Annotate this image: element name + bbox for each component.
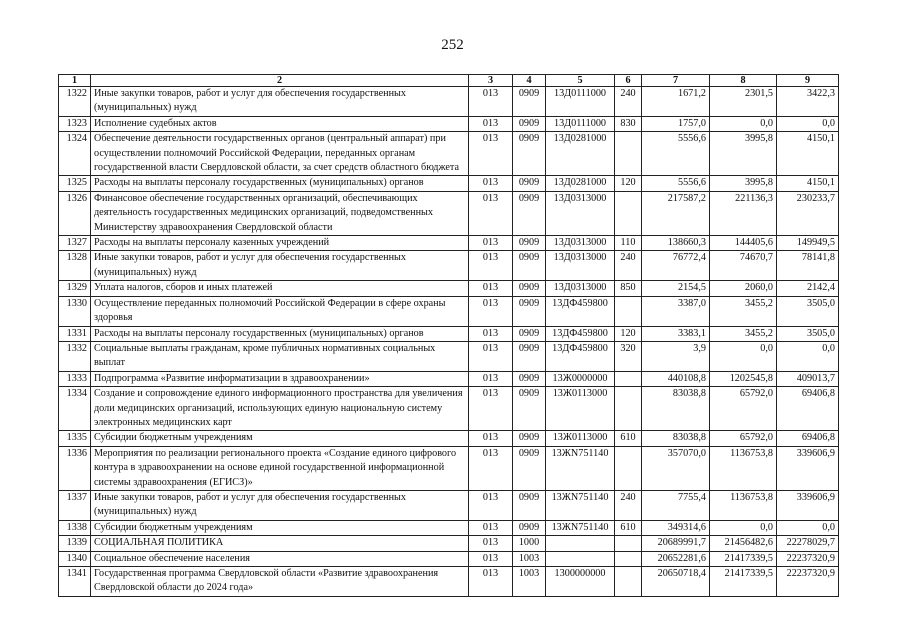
amount-2022: 4150,1 [777, 132, 839, 176]
code-section: 1003 [513, 567, 546, 597]
table-row [59, 341, 839, 371]
code-expense-type [615, 191, 642, 235]
code-target: 13ДФ459800 [546, 296, 615, 326]
amount-2022: 22237320,9 [777, 551, 839, 566]
amount-2020: 1757,0 [642, 116, 710, 131]
amount-2021: 3995,8 [710, 176, 777, 191]
table-row [59, 296, 839, 326]
row-number: 1327 [59, 236, 91, 251]
amount-2022: 230233,7 [777, 191, 839, 235]
code-section: 0909 [513, 132, 546, 176]
row-name: Подпрограмма «Развитие информатизации в здравоохранении» [91, 371, 469, 386]
col-header: 9 [777, 75, 839, 87]
budget-table [58, 74, 839, 597]
code-expense-type [615, 371, 642, 386]
amount-2021: 3995,8 [710, 132, 777, 176]
table-row [59, 251, 839, 281]
code-admin: 013 [469, 132, 513, 176]
table-row [59, 326, 839, 341]
amount-2022: 3422,3 [777, 87, 839, 117]
row-name: Расходы на выплаты персоналу казенных учреждений [91, 236, 469, 251]
code-admin: 013 [469, 116, 513, 131]
code-section: 1000 [513, 536, 546, 551]
code-target: 13Ж0000000 [546, 371, 615, 386]
code-target: 13ЖN751140 [546, 520, 615, 535]
row-number: 1322 [59, 87, 91, 117]
amount-2021: 2060,0 [710, 281, 777, 296]
row-number: 1330 [59, 296, 91, 326]
table-row [59, 116, 839, 131]
row-name: Иные закупки товаров, работ и услуг для обеспечения государственных (муниципальных) нужд [91, 490, 469, 520]
row-number: 1337 [59, 490, 91, 520]
row-name: Субсидии бюджетным учреждениям [91, 520, 469, 535]
code-expense-type [615, 567, 642, 597]
row-name: Уплата налогов, сборов и иных платежей [91, 281, 469, 296]
code-admin: 013 [469, 341, 513, 371]
code-target: 1300000000 [546, 567, 615, 597]
code-target: 13Д0111000 [546, 87, 615, 117]
code-section: 0909 [513, 87, 546, 117]
amount-2021: 0,0 [710, 341, 777, 371]
row-number: 1331 [59, 326, 91, 341]
amount-2020: 349314,6 [642, 520, 710, 535]
code-section: 0909 [513, 281, 546, 296]
row-number: 1335 [59, 431, 91, 446]
row-name: Расходы на выплаты персоналу государственных (муниципальных) органов [91, 176, 469, 191]
amount-2022: 22237320,9 [777, 567, 839, 597]
amount-2022: 78141,8 [777, 251, 839, 281]
code-section: 0909 [513, 520, 546, 535]
row-number: 1339 [59, 536, 91, 551]
row-name: Создание и сопровождение единого информационного пространства для увеличения доли медицинских организаций, использующих единую национальную систему электронных медицинских карт [91, 387, 469, 431]
code-expense-type: 240 [615, 490, 642, 520]
amount-2021: 0,0 [710, 116, 777, 131]
code-expense-type [615, 296, 642, 326]
page-number: 252 [441, 37, 464, 53]
code-expense-type [615, 551, 642, 566]
code-target: 13Д0313000 [546, 191, 615, 235]
col-header: 8 [710, 75, 777, 87]
amount-2020: 217587,2 [642, 191, 710, 235]
row-name: Исполнение судебных актов [91, 116, 469, 131]
row-name: СОЦИАЛЬНАЯ ПОЛИТИКА [91, 536, 469, 551]
code-expense-type: 240 [615, 251, 642, 281]
code-admin: 013 [469, 296, 513, 326]
col-header: 4 [513, 75, 546, 87]
code-admin: 013 [469, 551, 513, 566]
row-number: 1336 [59, 446, 91, 490]
amount-2021: 21417339,5 [710, 551, 777, 566]
code-admin: 013 [469, 281, 513, 296]
amount-2020: 76772,4 [642, 251, 710, 281]
code-expense-type: 240 [615, 87, 642, 117]
code-expense-type [615, 446, 642, 490]
row-name: Мероприятия по реализации регионального проекта «Создание единого цифрового контура в здравоохранении на основе единой государственной информационной системы здравоохранения (ЕГИСЗ)» [91, 446, 469, 490]
row-name: Социальные выплаты гражданам, кроме публичных нормативных социальных выплат [91, 341, 469, 371]
table-row [59, 191, 839, 235]
amount-2020: 1671,2 [642, 87, 710, 117]
code-section: 0909 [513, 341, 546, 371]
code-admin: 013 [469, 536, 513, 551]
code-admin: 013 [469, 490, 513, 520]
row-number: 1338 [59, 520, 91, 535]
code-section: 0909 [513, 236, 546, 251]
amount-2022: 409013,7 [777, 371, 839, 386]
row-number: 1340 [59, 551, 91, 566]
row-number: 1324 [59, 132, 91, 176]
code-target: 13Д0313000 [546, 281, 615, 296]
amount-2021: 21417339,5 [710, 567, 777, 597]
amount-2020: 440108,8 [642, 371, 710, 386]
table-row [59, 371, 839, 386]
amount-2021: 221136,3 [710, 191, 777, 235]
code-section: 0909 [513, 251, 546, 281]
amount-2020: 357070,0 [642, 446, 710, 490]
amount-2021: 3455,2 [710, 326, 777, 341]
code-admin: 013 [469, 176, 513, 191]
table-row [59, 551, 839, 566]
amount-2021: 21456482,6 [710, 536, 777, 551]
table-row [59, 176, 839, 191]
row-number: 1329 [59, 281, 91, 296]
code-section: 0909 [513, 191, 546, 235]
table-row [59, 536, 839, 551]
code-section: 0909 [513, 296, 546, 326]
amount-2022: 22278029,7 [777, 536, 839, 551]
code-admin: 013 [469, 251, 513, 281]
code-target: 13Д0281000 [546, 176, 615, 191]
table-row [59, 567, 839, 597]
amount-2020: 20650718,4 [642, 567, 710, 597]
amount-2020: 3387,0 [642, 296, 710, 326]
amount-2022: 149949,5 [777, 236, 839, 251]
row-number: 1341 [59, 567, 91, 597]
code-target: 13Д0111000 [546, 116, 615, 131]
code-admin: 013 [469, 431, 513, 446]
table-row [59, 132, 839, 176]
row-number: 1333 [59, 371, 91, 386]
row-number: 1323 [59, 116, 91, 131]
code-expense-type [615, 387, 642, 431]
amount-2020: 3,9 [642, 341, 710, 371]
row-number: 1334 [59, 387, 91, 431]
code-section: 0909 [513, 326, 546, 341]
code-section: 0909 [513, 371, 546, 386]
table-row [59, 87, 839, 117]
amount-2021: 1136753,8 [710, 446, 777, 490]
code-expense-type: 610 [615, 431, 642, 446]
code-target: 13Д0313000 [546, 251, 615, 281]
code-admin: 013 [469, 236, 513, 251]
code-section: 0909 [513, 116, 546, 131]
amount-2020: 83038,8 [642, 387, 710, 431]
code-expense-type [615, 536, 642, 551]
code-target: 13Ж0113000 [546, 431, 615, 446]
row-name: Иные закупки товаров, работ и услуг для обеспечения государственных (муниципальных) нужд [91, 87, 469, 117]
code-admin: 013 [469, 191, 513, 235]
code-expense-type: 850 [615, 281, 642, 296]
amount-2020: 2154,5 [642, 281, 710, 296]
amount-2022: 69406,8 [777, 387, 839, 431]
table-row [59, 490, 839, 520]
col-header: 1 [59, 75, 91, 87]
amount-2022: 339606,9 [777, 446, 839, 490]
code-section: 0909 [513, 431, 546, 446]
col-header: 3 [469, 75, 513, 87]
amount-2022: 69406,8 [777, 431, 839, 446]
code-expense-type: 120 [615, 326, 642, 341]
code-target: 13ЖN751140 [546, 446, 615, 490]
table-row [59, 446, 839, 490]
amount-2022: 3505,0 [777, 326, 839, 341]
row-number: 1326 [59, 191, 91, 235]
amount-2021: 144405,6 [710, 236, 777, 251]
code-section: 0909 [513, 176, 546, 191]
amount-2020: 5556,6 [642, 176, 710, 191]
code-section: 1003 [513, 551, 546, 566]
amount-2021: 74670,7 [710, 251, 777, 281]
amount-2021: 3455,2 [710, 296, 777, 326]
code-expense-type [615, 132, 642, 176]
code-admin: 013 [469, 446, 513, 490]
table-row [59, 281, 839, 296]
amount-2022: 0,0 [777, 341, 839, 371]
row-name: Государственная программа Свердловской области «Развитие здравоохранения Свердловской области до 2024 года» [91, 567, 469, 597]
amount-2020: 7755,4 [642, 490, 710, 520]
col-header: 6 [615, 75, 642, 87]
row-number: 1325 [59, 176, 91, 191]
col-header: 5 [546, 75, 615, 87]
row-name: Социальное обеспечение населения [91, 551, 469, 566]
code-target [546, 551, 615, 566]
amount-2020: 3383,1 [642, 326, 710, 341]
code-target: 13Д0313000 [546, 236, 615, 251]
code-admin: 013 [469, 520, 513, 535]
amount-2020: 83038,8 [642, 431, 710, 446]
code-section: 0909 [513, 387, 546, 431]
code-target [546, 536, 615, 551]
code-section: 0909 [513, 446, 546, 490]
amount-2022: 2142,4 [777, 281, 839, 296]
row-number: 1332 [59, 341, 91, 371]
amount-2022: 0,0 [777, 520, 839, 535]
col-header: 2 [91, 75, 469, 87]
row-name: Субсидии бюджетным учреждениям [91, 431, 469, 446]
code-admin: 013 [469, 326, 513, 341]
code-expense-type: 110 [615, 236, 642, 251]
row-name: Осуществление переданных полномочий Российской Федерации в сфере охраны здоровья [91, 296, 469, 326]
code-expense-type: 120 [615, 176, 642, 191]
code-target: 13ДФ459800 [546, 341, 615, 371]
code-admin: 013 [469, 567, 513, 597]
table-row [59, 431, 839, 446]
code-target: 13Д0281000 [546, 132, 615, 176]
code-admin: 013 [469, 387, 513, 431]
row-number: 1328 [59, 251, 91, 281]
code-target: 13ЖN751140 [546, 490, 615, 520]
row-name: Иные закупки товаров, работ и услуг для обеспечения государственных (муниципальных) нужд [91, 251, 469, 281]
amount-2021: 65792,0 [710, 431, 777, 446]
code-expense-type: 610 [615, 520, 642, 535]
amount-2022: 4150,1 [777, 176, 839, 191]
code-target: 13Ж0113000 [546, 387, 615, 431]
amount-2022: 3505,0 [777, 296, 839, 326]
amount-2020: 20689991,7 [642, 536, 710, 551]
amount-2020: 5556,6 [642, 132, 710, 176]
amount-2021: 65792,0 [710, 387, 777, 431]
amount-2021: 2301,5 [710, 87, 777, 117]
amount-2022: 339606,9 [777, 490, 839, 520]
amount-2021: 1202545,8 [710, 371, 777, 386]
code-admin: 013 [469, 371, 513, 386]
col-header: 7 [642, 75, 710, 87]
code-admin: 013 [469, 87, 513, 117]
row-name: Финансовое обеспечение государственных организаций, обеспечивающих деятельность государственных медицинских организаций, подведомственных Министерству здравоохранения Свердловской области [91, 191, 469, 235]
table-row [59, 387, 839, 431]
amount-2021: 1136753,8 [710, 490, 777, 520]
table-row [59, 520, 839, 535]
amount-2020: 138660,3 [642, 236, 710, 251]
table-row [59, 236, 839, 251]
code-section: 0909 [513, 490, 546, 520]
amount-2020: 20652281,6 [642, 551, 710, 566]
code-expense-type: 830 [615, 116, 642, 131]
row-name: Расходы на выплаты персоналу государственных (муниципальных) органов [91, 326, 469, 341]
code-expense-type: 320 [615, 341, 642, 371]
row-name: Обеспечение деятельности государственных органов (центральный аппарат) при осуществлении полномочий Российской Федерации, переданных органам государственной власти Свердловской области, за счет средств областного бюджета [91, 132, 469, 176]
amount-2021: 0,0 [710, 520, 777, 535]
code-target: 13ДФ459800 [546, 326, 615, 341]
amount-2022: 0,0 [777, 116, 839, 131]
table-header-row [59, 75, 839, 87]
